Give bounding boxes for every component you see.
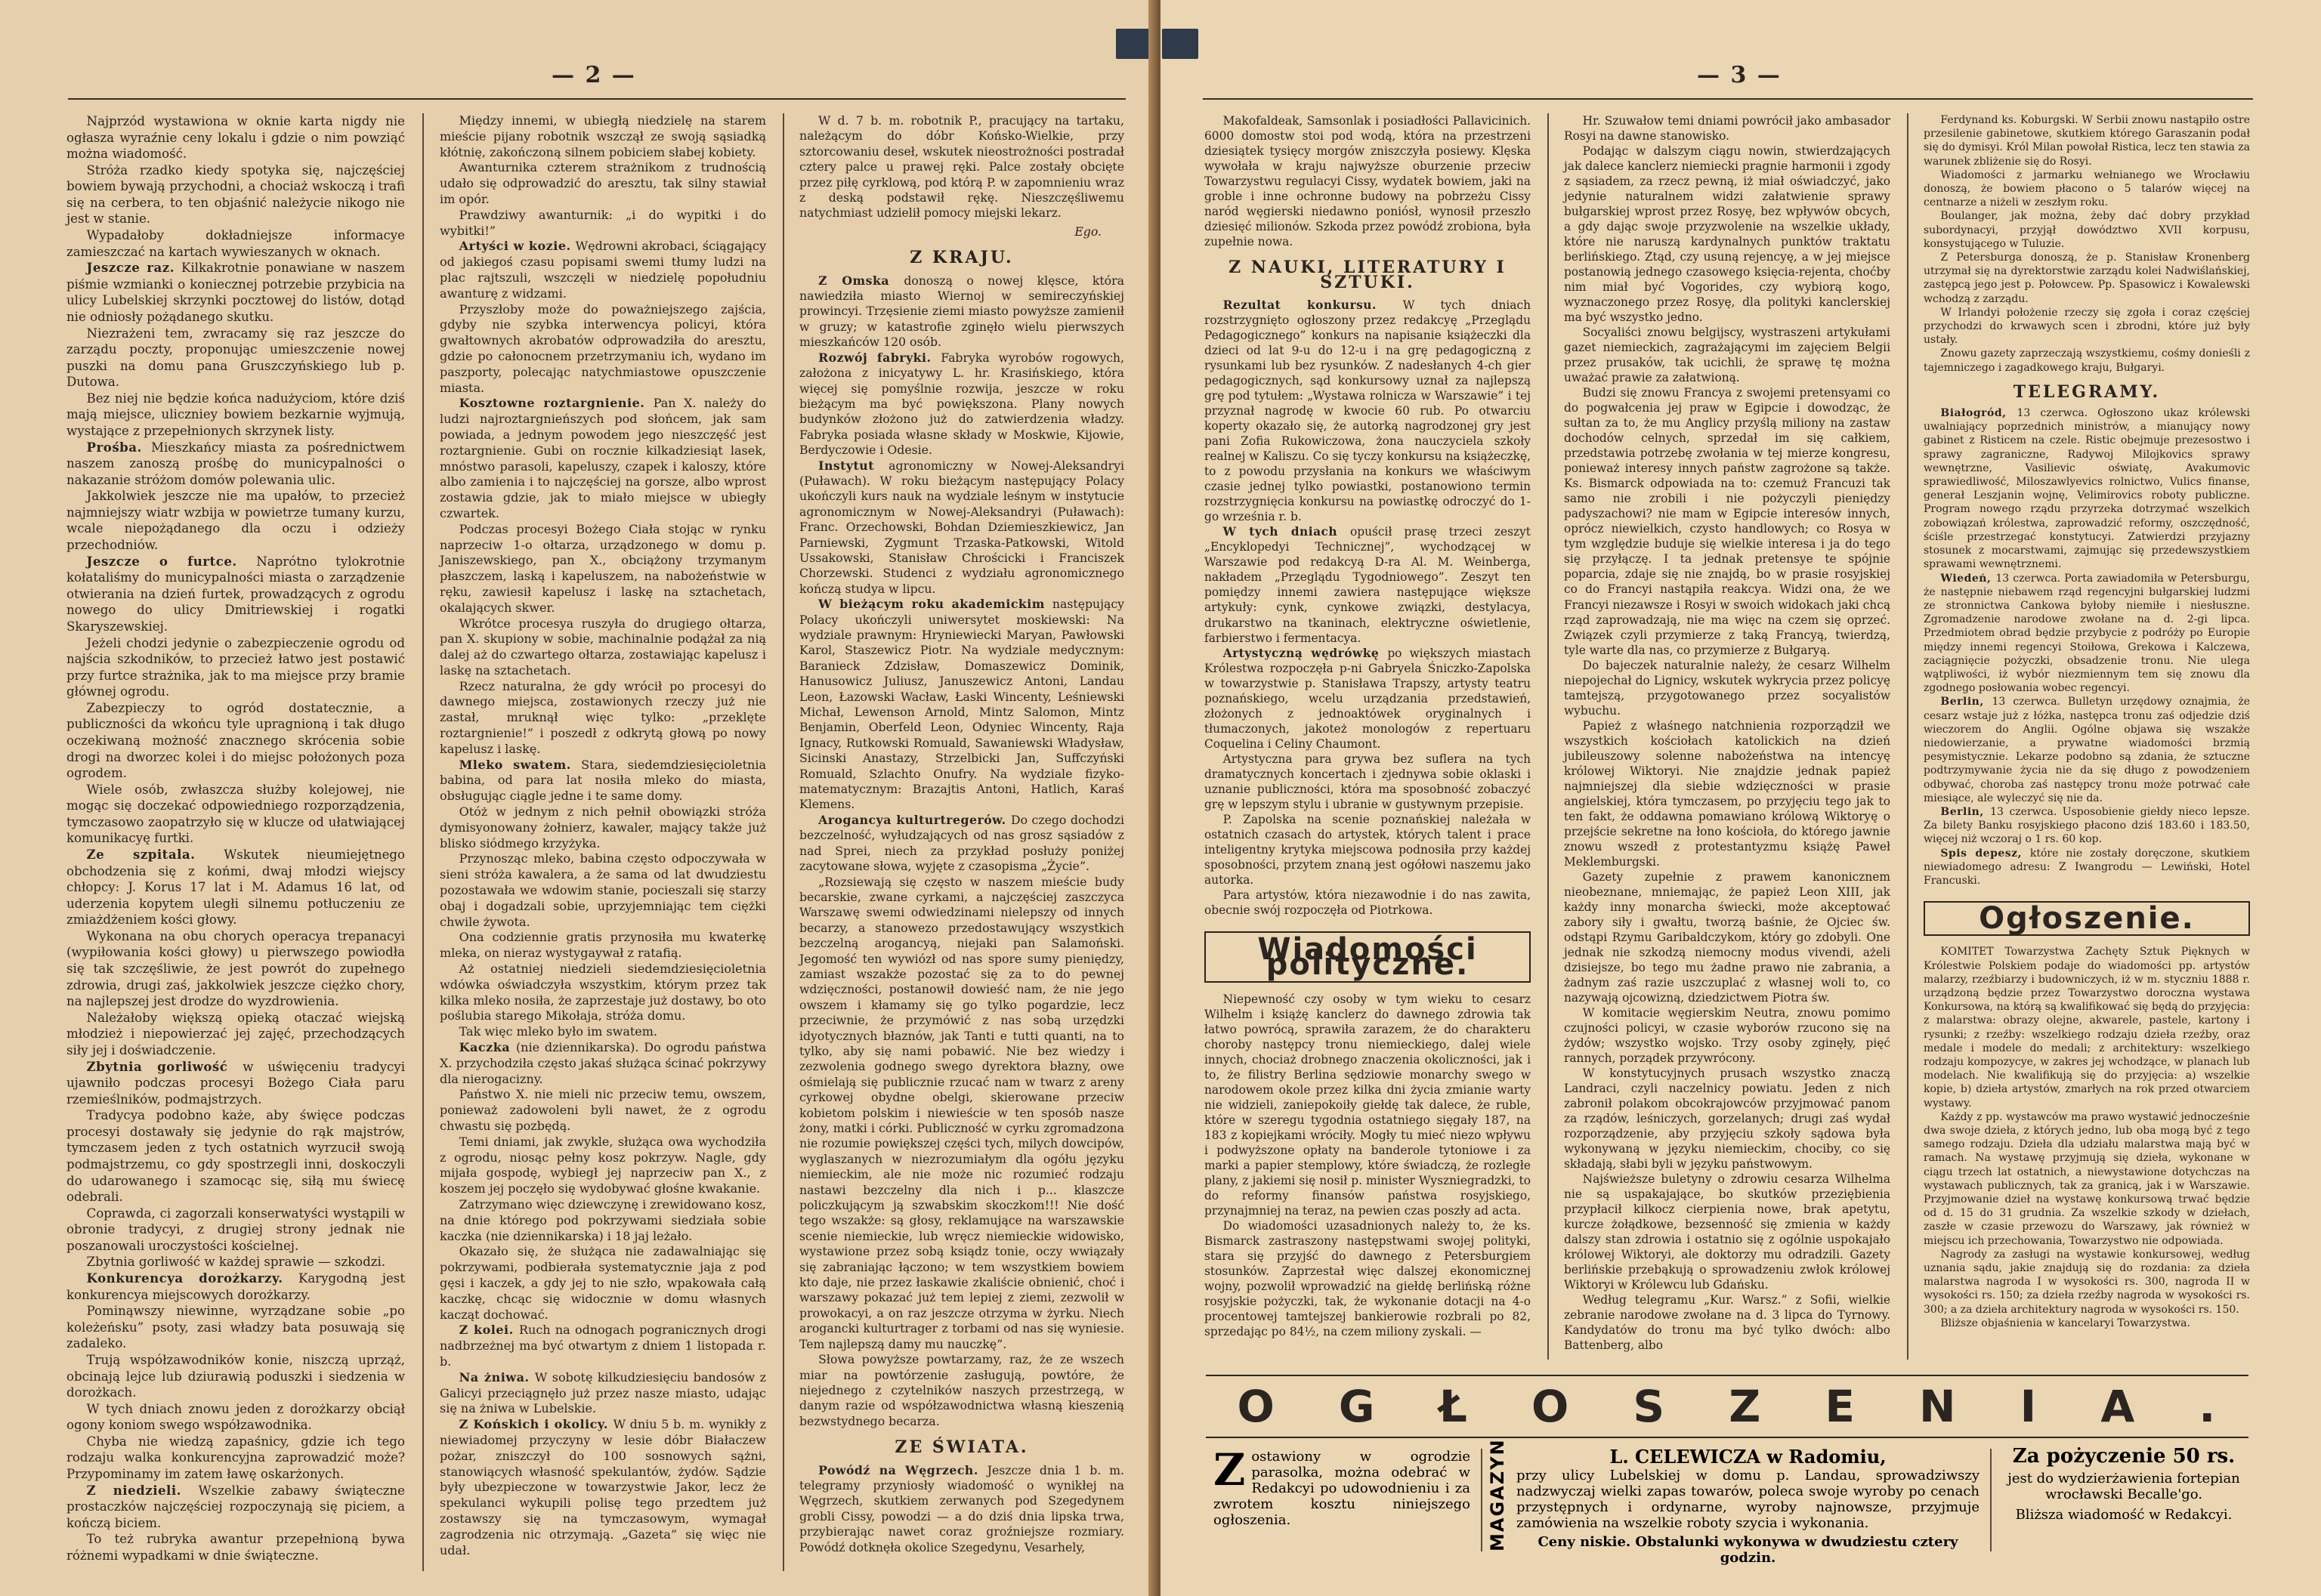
paragraph-lead: Powódź na Węgrzech.: [818, 1462, 987, 1477]
paragraph: [66, 1107, 405, 1205]
page-3: [1160, 0, 2321, 1596]
paragraph-text: w uświęceniu tradycyi ujawniło podczas procesyi Bożego Ciała paru rzemieślników, podmajstrzych.: [66, 1059, 406, 1107]
paragraph: [1204, 888, 1531, 918]
paragraph: [799, 1463, 1124, 1555]
paragraph-text: Awanturnika czterem strażnikom z trudnością udało się odprowadzić do aresztu, tak silny stawiał im opór.: [440, 160, 766, 206]
paragraph: [440, 160, 766, 207]
paragraph: [66, 391, 405, 440]
paragraph-text: Hr. Szuwałow temi dniami powrócił jako ambasador Rosyi na dawne stanowisko.: [1564, 114, 1890, 144]
paragraph: [66, 847, 405, 928]
banner-letter: .: [2199, 1381, 2217, 1432]
paragraph: [66, 113, 405, 162]
banner-letter: I: [2020, 1381, 2038, 1432]
paragraph: [440, 1024, 766, 1040]
paragraph: [66, 1254, 405, 1270]
paragraph: [66, 227, 405, 260]
paragraph-text: Rzecz naturalna, że gdy wrócił po procesyi do dawnego miejsca, zostawionych rzeczy już nie zastał, mruknął więc tylko: „przeklęte roztargnienie!” i poszedł z odkrytą głową po nowy kapelusz i laskę.: [440, 678, 766, 756]
paragraph-text: Karygodną jest konkurencya miejscowych dorożkarzy.: [66, 1271, 405, 1302]
paragraph-text: po większych miastach Królestwa rozpoczęła p-ni Gabryela Śniczko-Zapolska w towarzystwie p. Stanisława Trapszy, artysty teatru poznańskiego, wcelu urządzania przedstawień, złożonych z jednoaktówek oryginalnych i tłumaczonych, jakoteż monologów z repertuaru Coquelina i Celiny Chaumont.: [1204, 646, 1531, 751]
paragraph-text: Para artystów, która niezawodnie i do nas zawita, obecnie swój rozpoczęła od Piotrkowa.: [1204, 888, 1531, 917]
paragraph-text: To też rubryka awantur przepełnioną bywa różnemi wypadkami w dnie świąteczne.: [66, 1532, 405, 1563]
paragraph-lead: Z Omska: [818, 273, 904, 288]
column-left-3: [799, 113, 1124, 1555]
paragraph-lead: Z Końskich i okolicy.: [459, 1417, 613, 1432]
paragraph-lead: Instytut: [818, 458, 889, 473]
paragraph: [440, 851, 766, 930]
paragraph-text: Z Petersburga donoszą, że p. Stanisław Kronenberg utrzymał się na dyrektorstwie zarządu kolei Nadwiślańskiej, zastępcą jego jest p. Połowcew. Pp. Spasowicz i Kowalewski wchodzą z zarządu.: [1924, 252, 2250, 305]
paragraph-text: Pominąwszy niewinne, wyrządzane sobie „po koleżeńsku” psoty, zasi władzy bata posuwają się zadaleko.: [66, 1304, 405, 1351]
paragraph: [1564, 718, 1890, 869]
paragraph-text: Fabryka wyrobów rogowych, założona z inicyatywy L. hr. Krasińskiego, która więcej się pomyślnie rozwija, jeszcze w roku bieżącym ma być powiększona. Plany nowych budynków złożono już do zatwierdzenia władzy. Fabryka posiada własne składy w Moskwie, Kijowie, Berdyczowie i Odesie.: [799, 350, 1125, 458]
paragraph: [1204, 298, 1531, 524]
banner-letter: Z: [1729, 1381, 1763, 1432]
paragraph-text: W Irlandyi położenie rzeczy się zgoła i coraz częściej przychodzi do krwawych scen i zbrodni, które już były ustały.: [1924, 306, 2250, 347]
advertisements-banner: [1206, 1375, 2248, 1438]
paragraph-text: Zbytnia gorliwość w każdej sprawie — szkodzi.: [86, 1255, 386, 1270]
paragraph-lead: Ze szpitala.: [86, 847, 224, 863]
paragraph-text: Kilkakrotnie ponawiane w naszem piśmie wzmianki o koniecznej potrzebie przybicia na ulicy Lubelskiej skrzynki pocztowej do listów, dotąd nie odniosły pożądanego skutku.: [66, 261, 405, 324]
paragraph-text: Przyszłoby może do poważniejszego zajścia, gdyby nie szybka interwencya policyi, która gwałtownych akrobatów odprowadziła do aresztu, gdzie po całonocnem przetrzymaniu ich, wydano im paszporty, polecając natychmiastowe opuszczenie miasta.: [440, 301, 766, 395]
drop-cap: Z: [1213, 1444, 1246, 1496]
paragraph-lead: Na żniwa.: [459, 1369, 535, 1385]
paragraph: [440, 1087, 766, 1134]
paragraph-text: Każdy z pp. wystawców ma prawo wystawić jednocześnie dwa swoje dzieła, z których jedno, lub oba mogą być z tego samego rodzaju. Dzieła dla udziału malarstwa mają być w ramach. Na wystawę przyjmują się dzieła, wykonane w ciągu trzech lat ostatnich, a niewystawione dotychczas na wystawach publicznych, tak za granicą, jak i w Warszawie. Przyjmowanie dzieł na wystawę konkursową trwać będzie od d. 15 do 31 grudnia. Za wszelkie szkody w dziełach, zaszłe w czasie przewozu do Warszawy, jak również w miejscu ich przechowania, Towarzystwo nie odpowiada.: [1924, 1110, 2250, 1247]
ad-magazyn-tail: Ceny niskie. Obstalunki wykonywa w dwudziestu cztery godzin.: [1538, 1534, 1958, 1566]
header-rule: [68, 98, 1126, 100]
paragraph: [66, 1205, 405, 1255]
paragraph: [1924, 805, 2250, 847]
paragraph-text: Zabezpieczy to ogród dostatecznie, a publiczności da wkońcu tyle upragnioną i tak długo oczekiwaną możność znacznego skrócenia sobie drogi na dworzec kolei i do miejsc położonych poza ogrodem.: [66, 700, 405, 781]
paragraph: [440, 1040, 766, 1087]
paragraph: [1564, 144, 1890, 325]
paragraph: [66, 440, 405, 489]
paragraph: [1204, 524, 1531, 645]
paragraph-text: Jakkolwiek jeszcze nie ma upałów, to przecież najmniejszy wiatr wzbija w powietrze tumany kurzu, wcale niepożądanego dla oczu i odzieży przechodniów.: [66, 489, 405, 553]
banner-letter: E: [1825, 1381, 1856, 1432]
ad-umbrella-text: ostawiony w ogrodzie parasolka, można odebrać w Redakcyi po udowodnieniu i za zwrotem kosztu niniejszego ogłoszenia.: [1213, 1449, 1470, 1528]
paragraph-text: Wiele osób, zwłaszcza służby kolejowej, nie mogąc się doczekać odpowiedniego rozporządzenia, tymczasowo zaopatrzyło się w klucze od ułatwiającej komunikacyę furtki.: [66, 782, 405, 846]
paragraph: [440, 962, 766, 1024]
paragraph-text: Ruch na odnogach pogranicznych drogi nadbrzeżnej ma być otwartym z dniem 1 listopada r. b.: [440, 1323, 767, 1369]
paragraph-text: Tak więc mleko było im swatem.: [459, 1024, 658, 1039]
paragraph: [66, 782, 405, 847]
paragraph-lead: Spis depesz,: [1940, 847, 2030, 860]
banner-letter: S: [1633, 1381, 1667, 1432]
paragraph-text: Według telegramu „Kur. Warsz.” z Sofii, wielkie zebranie narodowe zwołane na d. 3 lipca do Tyrnowy. Kandydatów do tronu ma być tylko dwóch: albo Battenberg, albo: [1564, 1293, 1890, 1353]
banner-letter: G: [1338, 1381, 1377, 1432]
paragraph-text: agronomiczny w Nowej-Aleksandryi (Puławach). W roku bieżącym następujący Polacy ukończyli kurs nauk na wydziale leśnym w instytucie agronomicznym w Nowej-Aleksandryi (Puławach): Franc. Orzechowski, Bohdan Dziemieszkiewicz, Jan Parniewski, Zygmunt Trzaska-Patkowski, Witold Ussakowski, Stanisław Chrościcki i Franciszek Chorzewski. Studenci z wydziału agronomicznego kończą studya w lipcu.: [799, 458, 1124, 596]
paragraph-lead: Białogród,: [1940, 407, 2017, 420]
paragraph-lead: Prośba.: [86, 439, 151, 455]
paragraph-text: Budzi się znowu Francya z swojemi pretensyami co do pogwałcenia jej praw w Egipcie i dowodząc, że sułtan za to, że mu Anglicy przyślą miliony na zastaw dochodów celnych, sprzedał im się całkiem, przedstawia potrzebę zwołania w tej mierze kongresu, ponieważ interesy innych państw zagrożone są także. Ks. Bismarck odpowiada na to: czemuż Francuzi tak samo nie zrobili i nie pożyczyli pieniędzy padyszachowi? nie mam w Egipcie interesów innych, oprócz niewielkich, czysto handlowych; co Rosya w tym względzie buduje się wielkie interesa i ja do tego się przyłączę. I ta jednak pretensye te spójnie poparcia, zdaje się nie znajdą, bo w prasie rosyjskiej co do Francyi nastąpiła reakcya. Widzi ona, że we Francyi niezawsze i Rosyi w swoich widokach jaki chcą rząd zaprowadzają, nie ma więc na czem się oprzeć. Związek czyli przymierze z taką Francyą, twierdzą, tyle warte dla nas, co przymierze z Bułgaryą.: [1564, 386, 1890, 657]
paragraph-lead: Z kolei.: [459, 1323, 519, 1338]
ad-magazyn: [1487, 1438, 1979, 1566]
paragraph-text: 13 czerwca. Porta zawiadomiła w Petersburgu, że następnie niebawem rząd regencyjni bułgarskiej ludzmi ze stronnictwa Cankowa byłoby niemiłe i niesłuszne. Zgromadzenie narodowe zwołane na d. 2-gi lipca. Przedmiotem obrad będzie przybycie z podróży po Europie między innemi regencyi Stoiłowa, Grekowa i Kalczewa, zaciągnięcie pożyczki, obsadzenie tronu. Nie ulega wątpliwości, iż wybór niezmiennym tem się znowu dla zgodnego posłowania wobec regencyi.: [1924, 572, 2250, 695]
boxed-section-title: [1924, 901, 2250, 936]
paragraph-text: Bliższe objaśnienia w kancelaryi Towarzystwa.: [1940, 1317, 2190, 1329]
paragraph-text: P. Zapolska na scenie poznańskiej należała w ostatnich czasach do artystek, których talent i prace inteligentny krytyka miejscowa podnosiła przy każdej sposobności, przytem znaną jest ogółowi naszemu jako autorka.: [1204, 812, 1531, 887]
paragraph-text: 13 czerwca. Usposobienie giełdy nieco lepsze. Za bilety Banku rosyjskiego płacono dziś 183.60 i 183.50, więcej niż wczoraj o 1 rs. 60 kop.: [1924, 805, 2251, 846]
paragraph-lead: Arogancya kulturtregerów.: [818, 812, 1012, 827]
paragraph-lead: Artystyczną wędrówkę: [1222, 646, 1388, 660]
column-left-1: [66, 113, 405, 1564]
column-right-3: [1924, 113, 2250, 1330]
box-title-text: Wiadomości polityczne.: [1257, 931, 1478, 982]
paragraph: [440, 302, 766, 397]
paragraph-text: Chyba nie wiedzą zapaśnicy, gdzie ich tego rodzaju walka konkurencyjna zaprowadzić może? Przypominamy im zatem ławę oskarżonych.: [66, 1434, 405, 1481]
paragraph-text: Między innemi, w ubiegłą niedzielę na starem mieście pijany robotnik wszczął ze swoją sąsiadką kłótnię, zakończoną silnem pobiciem słabej kobiety.: [440, 113, 766, 159]
ad-divider: [1990, 1449, 1992, 1551]
paragraph-text: Naprótno tylokrotnie kołataliśmy do municypalności miasta o zarządzenie otwierania na dzień furtek, prowadzących z ogrodu nowego do ulicy Dmitriewskiej i rogatki Skaryszewskiej.: [66, 554, 405, 634]
paragraph: [440, 1323, 766, 1369]
paragraph: [66, 635, 405, 700]
paragraph: [1564, 1005, 1890, 1066]
paragraph: [1564, 1172, 1890, 1292]
paragraph: [1924, 168, 2250, 210]
banner-letter: O: [1531, 1381, 1571, 1432]
paragraph: [66, 1483, 405, 1532]
paragraph: [1924, 251, 2250, 306]
column-left-2: [440, 113, 766, 1558]
paragraph: [440, 679, 766, 758]
paragraph-text: KOMITET Towarzystwa Zachęty Sztuk Pięknych w Królestwie Polskiem podaje do wiadomości pp. artystów malarzy, rzeźbiarzy i budowniczych, iż w m. styczniu 1888 r. urządzoną będzie przez Towarzystwo doroczna wystawa Konkursowa, na którą są kwalifikować się będą do przyjęcia: z malarstwa: obrazy olejne, akwarele, pastele, kartony i rysunki; z rzeźby: wszelkiego rodzaju dzieła rzeźby, oraz medale i modele do medali; z architektury: wszelkiego rodzaju kompozycye, w zakres jej wchodzące, w planach lub modelach. Nie kwalifikują się do przyjęcia: a) wszelkie kopie, b) dzieła artystów, zmarłych na rok przed otwarciem wystawy.: [1924, 946, 2250, 1110]
paragraph-lead: Artyści w kozie.: [459, 239, 576, 254]
paragraph-text: W konstytucyjnych prusach wszystko znaczą Landraci, czyli naczelnicy powiatu. Jeden z nich zabronił polakom obcokrajowców przyjmować panom za rządów, leśniczych, gorzelanych; drugi zaś wydał rozporządzenie, aby przyjęciu szkoły sądowa była wykonywaną w języku niemieckim, chociby, co się składają, słabi byli w języku państwowym.: [1564, 1066, 1890, 1172]
paragraph: [1564, 1066, 1890, 1172]
paragraph-lead: W tych dniach: [1222, 525, 1350, 539]
paragraph-text: Słowa powyższe powtarzamy, raz, że ze wszech miar na powtórzenie zasługują, powtóre, że niejednego z czytelników naszych przestrzegą, w danym razie od współzawodnictwa własną kieszenią bezwstydnego becarza.: [799, 1352, 1124, 1428]
ad-piano-head: Za pożyczenie 50 rs.: [2012, 1445, 2236, 1468]
paragraph-text: Wszelkie zabawy świąteczne prostaczków najczęściej rozpoczynają się piciem, a kończą biciem.: [66, 1483, 405, 1530]
paragraph-text: Najświeższe buletyny o zdrowiu cesarza Wilhelma nie są uspakajające, bo skutków przeziębienia przypłacił kilkocz cierpienia nowe, brak apetytu, kurcze żołądkowe, bezsenność się zmienia w każdy dalszy stan zdrowia i ostatnio się z ogólnie uspokajało królowej Wiktoryi, ale doktorzy mu odradzili. Gazety berlińskie przebąkują o sprowadzeniu zwłok królowej Wiktoryi w Królewcu lub Gdańsku.: [1564, 1172, 1890, 1292]
paragraph: [1204, 1218, 1531, 1339]
ad-piano-tail: Bliższa wiadomość w Redakcyi.: [2015, 1507, 2233, 1523]
column-right-2: [1564, 113, 1890, 1353]
paragraph: [1924, 847, 2250, 888]
paragraph: [66, 928, 405, 1010]
author-signature: Ego.: [1074, 224, 1102, 239]
paragraph-text: „Rozsiewają się często w naszem mieście budy becarskie, zwane cyrkami, a najczęściej zaszczyca Warszawę swemi odwiedzinami nielepszy od innych becarzy, a stanowezo przedostawujący wszystkich bezczelną arogancyą, niejaki pan Salamoński. Jegomość ten wywiózł od nas spore sumy pieniędzy, zamiast wszakże pozostać się za to do pewnej wdzięczności, postanowił dowieść nam, że nie jego owszem i kłamamy się go tylko pogardzie, lecz przeciwnie, że przymówić z nas sobą urzędzki idyotycznych błaznów, jak Tanti e tutti quanti, na to tylko, aby się nami pobawić. Nie bez wiedzy i zezwolenia godnego swego dyrektora błazny, owe ośmielają się publicznie rzucać nam w twarz z areny cyrkowej obydne obelgi, skierowane przeciw kobietom polskim i niewieście w ten sposób nasze żony, matki i córki. Publiczność w cyrku zgromadzona nie rozumie powiększej części tych, milych dowcipów, wyglaszanych w niezrozumiałym dla ogółu języku niemieckim, ale nie może nic rozumieć rodzaju nastawi bezczelny dla nich i p... klaszcze policzkującym ją szwabskim skoczkom!!! Nie dość tego wszakże: są głosy, reklamujące na warszawskie scenie niemieckie, lub wręcz niemieckie widowisko, wystawione przez sobą ksiądz tonie, oczy wwiązały się zabraniając łączono; w tem wszystkiem bowiem kto daje, nie przez łaskawie zkaliście obnienić, choć i warszawy pokazać już tem lepiej z ziemi, zezwolił w prowokacyi, a on raz jeszcze otrzyma w żyrku. Niech arogancki kulturtrager z torbami od nas się wyniesie. Tem najlepszą damy mu nauczkę”.: [799, 874, 1124, 1351]
section-heading: Z NAUKI, LITERATURY I SZTUKI.: [1228, 258, 1507, 293]
paragraph: [1924, 347, 2250, 374]
paragraph: [440, 1244, 766, 1323]
paragraph-lead: Berlin,: [1940, 696, 1992, 708]
paragraph: [799, 350, 1124, 458]
boxed-section-title: [1204, 931, 1531, 983]
paragraph-text: Nagrody za zasługi na wystawie konkursowej, według uznania sądu, jakie znajdują się do rozdania: za dzieła malarstwa nagroda I w wysokości rs. 300, nagroda II w wysokości rs. 150; za dzieła rzeźby nagroda w wysokości rs. 300; a za dzieła architektury nagroda w wysokości rs. 150.: [1924, 1248, 2250, 1316]
paragraph-text: Wskutek nieumiejętnego obchodzenia się z końmi, dwaj młodzi wiejscy chłopcy: J. Korus 17 lat i M. Adamus 16 lat, od uderzenia kopytem uległi silnemu potłuczeniu ze zmiażdżeniem kości głowy.: [66, 847, 405, 928]
paragraph-text: Artystyczna para grywa bez suflera na tych dramatycznych koncertach i zjednywa sobie oklaski i uznanie publiczności, która ma sposobność zobaczyć grę w lepszym stylu i ubranie w gustywnym przepisie.: [1204, 752, 1531, 811]
paragraph-text: Wkrótce procesya ruszyła do drugiego ołtarza, pan X. skupiony w sobie, machinalnie podążał za nią dalej aż do czwartego ołtarza, zostawiając kapelusz i laskę na sztachetach.: [440, 616, 766, 678]
paragraph-text: W komitacie węgierskim Neutra, znowu pomimo czujności policyi, w czasie wyborów rzucono się na żydów; wszystko wojsko. Trzy osoby zginęły, pięć rannych, porządek przywrócony.: [1564, 1005, 1890, 1065]
paragraph: [1564, 113, 1890, 144]
paragraph-text: Najprzód wystawiona w oknie karta nigdy nie ogłasza wyraźnie ceny lokalu i gdzie o nim powziąć można wiadomość.: [66, 114, 405, 162]
page-number-2: — 2 —: [552, 62, 636, 88]
paragraph: [799, 1352, 1124, 1429]
paragraph-text: następujący Polacy ukończyli uniwersytet moskiewski: Na wydziale prawnym: Hryniewiecki Maryan, Pawłowski Karol, Staszewicz Piotr. Na wydziale medycznym: Baranieck Zdzisław, Domaszewicz Dominik, Hanusowicz Juliusz, Januszewicz Antoni, Landau Leon, Łazowski Wacław, Łaski Wincenty, Leśniewski Michał, Lewenson Arnold, Mintz Salomon, Mintz Benjamin, Oberfeld Leon, Odyniec Wincenty, Raja Ignacy, Rutkowski Romuald, Sawaniewski Władysław, Sicinski Anastazy, Strzelbicki Jan, Suffczyński Romuald, Szlachto Onufry. Na wydziale fizyko-matematycznym: Brazajtis Antoni, Hatlich, Karaś Klemens.: [799, 597, 1124, 812]
paragraph: [1924, 1110, 2250, 1248]
paragraph-text: Prawdziwy awanturnik: „i do wypitki i do wybitki!”: [440, 207, 766, 238]
paragraph: [1924, 572, 2250, 696]
column-divider: [783, 113, 784, 1571]
paragraph-text: W tych dniach znowu jeden z dorożkarzy obciął ogony koniom swego współzawodnika.: [66, 1401, 405, 1433]
paragraph-lead: Kosztowne roztargnienie.: [459, 396, 654, 411]
paragraph-text: Okazało się, że służąca nie zadawalniając się pokrzywami, podbierała systematycznie jaja z pod gęsi i kaczek, a gdy jej to nie szło, wpakowała całą kaczkę, chcąc się widocznie w domu własnych kacząt dochować.: [440, 1244, 766, 1322]
paragraph: [440, 930, 766, 962]
paragraph-text: Wędrowni akrobaci, ściągający od jakiegoś czasu popisami swemi tłumy ludzi na plac rajtszuli, wszczęli w niedzielę popołudniu awanturę z widzami.: [440, 239, 767, 301]
banner-letter: N: [1919, 1381, 1958, 1432]
paragraph: [1924, 1317, 2250, 1330]
paragraph-text: Tradycya podobno każe, aby święce podczas procesyi dostawały się jedynie do rąk majstrów, tymczasem jeden z tych ostatnich wyrzucił swoją podmajstrzemu, co gdy spostrzegli inni, doskoczyli do udarowanego i szamocąc się, siłą mu świecę odebrali.: [66, 1108, 405, 1205]
paragraph: [440, 1370, 766, 1417]
paragraph: [66, 1531, 405, 1564]
paragraph: [440, 522, 766, 616]
paragraph-lead: Zbytnia gorliwość: [86, 1058, 243, 1074]
paragraph: [440, 804, 766, 851]
box-title-text: Ogłoszenie.: [1979, 901, 2195, 937]
paragraph-text: Otóż w jednym z nich pełnił obowiązki stróża dymisyonowany żołnierz, kawaler, mający także już blisko siódmego krzyżyka.: [440, 804, 766, 850]
paragraph-text: Jeżeli chodzi jedynie o zabezpieczenie ogrodu od najścia szkodników, to przecież łatwo jest postawić przy furtce strażnika, jak to ma miejsce przy bramie głównej ogrodu.: [66, 635, 405, 699]
paragraph-lead: Rezultat konkursu.: [1222, 298, 1403, 313]
paragraph-text: Pan X. należy do ludzi najroztargnieńszych pod słońcem, jak sam powiada, a jednym powodem jego nieszczęść jest roztargnienie. Gubi on rocznie kilkadziesiąt lasek, mnóstwo parasoli, kapeluszy, czapek i kaloszy, które albo zamienia i to najczęściej na gorsze, albo wprost zostawia gdzie, jak to miało miejsce w ubiegły czwartek.: [440, 396, 766, 520]
paragraph: [440, 396, 766, 521]
paragraph: [440, 758, 766, 804]
paragraph: [66, 1401, 405, 1434]
clip-mark: [1116, 29, 1152, 59]
banner-letter: Ł: [1439, 1381, 1469, 1432]
paragraph-text: Do bajeczek naturalnie należy, że cesarz Wilhelm niepojechał do Lignicy, wskutek wykrycia przez policyę tamtejszą, przygotowanego przez socyalistów wybuchu.: [1564, 658, 1890, 718]
paragraph-text: które nie zostały doręczone, skutkiem niewiadomego adresu: Z Iwangrodu — Lewiński, Hotel Francuski.: [1924, 847, 2250, 887]
paragraph-text: Przynosząc mleko, babina często odpoczywała w sieni stróża kawalera, a że sama od lat dwudziestu pozostawała we wdowim stanie, pocieszali się starzy obaj i dogadzali sobie, uprzyjemniając tem ciężki chwile żywota.: [440, 851, 766, 929]
paragraph: [440, 1417, 766, 1558]
paragraph-lead: Rozwój fabryki.: [818, 350, 941, 365]
paragraph-text: Jeszcze dnia 1 b. m. telegramy przyniosły wiadomość o wynikłej na Węgrzech, skutkiem zerwanych pod Szegedynem grobli Cissy, powodzi — a do dziś dnia lipska trwa, przybierając nawet coraz groźniejsze rozmiary. Powódź dotknęła okolice Szegedynu, Vesarhely,: [799, 1462, 1125, 1554]
paragraph: [1924, 209, 2250, 251]
column-divider: [422, 113, 424, 1571]
paragraph-text: Znowu gazety zaprzeczają wszystkiemu, cośmy donieśli z tajemniczego i zagadkowego kraju, Bułgaryi.: [1924, 347, 2250, 374]
paragraph: [1204, 646, 1531, 752]
paragraph: [1924, 306, 2250, 347]
paragraph: [1924, 1248, 2250, 1317]
section-heading: Z KRAJU.: [910, 248, 1014, 268]
paragraph-lead: Konkurencya dorożkarzy.: [86, 1270, 298, 1286]
paragraph: [1564, 385, 1890, 657]
header-rule: [1203, 98, 2253, 100]
paragraph: [1204, 812, 1531, 888]
paragraph-text: Stróża rzadko kiedy spotyka się, najczęściej bowiem bywają przychodni, a chociaż wskoczą i trafi się na cerbera, to ten objaśnić należycie nikogo nie jest w stanie.: [66, 162, 405, 227]
paragraph: [799, 113, 1124, 221]
paragraph-lead: Jeszcze o furtce.: [86, 553, 257, 569]
paragraph-text: W d. 7 b. m. robotnik P., pracujący na tartaku, należącym do dóbr Końsko-Wielkie, przy sztorcowaniu deseł, wskutek nieostrożności postradał cztery palce u prawej ręki. Palce zostały obcięte przez piłę cyrklową, pod którą P. w zapomnieniu wraz z deską podstawił rękę. Nieszczęśliwemu natychmiast udzielił pomocy miejski lekarz.: [799, 113, 1124, 221]
paragraph-text: Podczas procesyi Bożego Ciała stojąc w rynku naprzeciw 1-o ołtarza, urządzonego w domu p. Janiszewskiego, pan X., obciążony trzymanym płaszczem, laską i kapeluszem, na nabożeństwie w ręku, zawiesił kapelusz i laskę na sztachetach, okalających skwer.: [440, 521, 766, 615]
paragraph: [66, 1270, 405, 1303]
banner-letter: O: [1237, 1381, 1276, 1432]
paragraph-lead: Mleko swatem.: [459, 757, 582, 772]
paragraph-text: Makofaldeak, Samsonlak i posiadłości Pallavicinich. 6000 domostw stoi pod wodą, która na przestrzeni dziesiątek tysięcy morgów zniszczyła posiewy. Klęska wywołała w kraju najwyższe oburzenie przeciw Towarzystwu regulacyi Cissy, wydatek bowiem, jaki na groble i inne ochronne budowy na pobrzeżu Cissy naród węgierski niedawno poniósł, wynosił przeszło dziesięć milionów. Szkoda przez powódź zrobiona, była zupełnie nowa.: [1204, 114, 1531, 249]
paragraph: [1204, 992, 1531, 1218]
paragraph: [799, 813, 1124, 875]
paragraph: [1924, 113, 2250, 168]
paragraph: [1204, 113, 1531, 249]
paragraph-text: Temi dniami, jak zwykle, służąca owa wychodziła z ogrodu, niosąc pełny kosz pokrzyw. Nagle, gdy mijała gospodę, wybiegł jej naprzeciw pan X., z koszem jej poczęło się wydobywać głośne kwakanie.: [440, 1134, 766, 1196]
paragraph-text: Niezrażeni tem, zwracamy się raz jeszcze do zarządu poczty, proponując umieszczenie nowej puszki na domu pana Gruszczyńskiego lub p. Dutowa.: [66, 326, 405, 390]
paragraph-text: Stara, siedemdziesięcioletnia babina, od para lat nosiła mleko do miasta, obsługując ciągle jedne i te same domy.: [440, 757, 766, 804]
paragraph: [440, 616, 766, 679]
paragraph: [799, 597, 1124, 813]
ad-magazyn-text: przy ulicy Lubelskiej w domu p. Landau, sprowadziwszy nadzwyczaj wielki zapas towarów, poleca swoje wyroby po cenach przystępnych i ordynarne, wyroby najnowsze, przyjmuje zamówienia na wszelkie roboty szycia i wykonania.: [1516, 1468, 1979, 1531]
paragraph: [1564, 1292, 1890, 1353]
banner-letter: A: [2100, 1381, 2137, 1432]
ad-magazyn-owner: L. CELEWICZA w Radomiu,: [1609, 1446, 1887, 1468]
column-divider: [1547, 113, 1549, 1360]
paragraph-text: 13 czerwca. Bulletyn urzędowy oznajmia, że cesarz wstaje już z łóżka, następca tronu zaś odjedzie dziś wieczorem do Anglii. Ogólne objawa się wszakże niedowierzanie, a prywatne wiadomości brzmią pesymistycznie. Lekarze podobno są zdania, że sztuczne podtrzymywanie życia nie da się długo z powodzeniem odbywać, choroba zaś następcy tronu może potrwać całe miesiące, ale wyleczyć się nie da.: [1924, 696, 2250, 804]
paragraph-text: Państwo X. nie mieli nic przeciw temu, owszem, ponieważ zadowoleni byli nawet, że z ogrodu chwastu się pozbędą.: [440, 1087, 766, 1133]
paragraph-text: Gazety zupełnie z prawem kanonicznem nieobeznane, mniemając, że papież Leon XIII, jak każdy inny monarcha świecki, może akceptować zabory siły i gwałtu, tworzą baśnie, że Ojciec św. odstąpi Rzymu Garibaldczykom, który go zdobyli. One jednak nie szkodzą niemocny modus vivendi, ażeli dzisiejsze, bo tego mu żadne prawo nie zabrania, a żadnym zaś razie uszczuplać z własnej woli to, co nazywają ojcowizną, dziedzictwem Piotra św.: [1564, 869, 1890, 1005]
paragraph: [440, 1197, 766, 1244]
paragraph-text: 13 czerwca. Ogłoszono ukaz królewski uwalniający poprzednich ministrów, a mianujący nowy gabinet z Risticem na czele. Ristic obejmuje prezesostwo i sprawy zagraniczne, Radywoj Milojkovics sprawy wewnętrzne, Vasilievic oświatę, Avakumovic sprawiedliwość, Miloszawlyevics rolnictwo, Vulics finanse, generał Leszjanin wojnę, Velimirovics roboty publiczne. Program nowego rządu przyrzeka dotrzymać wszelkich zobowiązań królestwa, zaprowadzić reformy, oszczędność, ściśle przestrzegać konstytucyi. Zatwierdzi przyjazny stosunek z mocarstwami, zajmując się przedewszystkiem sprawami wewnętrznemi.: [1924, 407, 2250, 571]
paragraph-text: opuścił prasę trzeci zeszyt „Encyklopedyi Technicznej”, wychodzącej w Warszawie pod redakcyą D-ra Al. M. Weinberga, nakładem „Przeglądu Tygodniowego”. Zeszyt ten pomiędzy innemi zawiera następujące większe artykuły: cynk, cynkowe związki, destylacya, drukarstwo na tkaninach, elektryczne oświetlenie, farbierstwo i fermentacya.: [1204, 525, 1531, 645]
paragraph: [1564, 325, 1890, 385]
magazyn-word: MAGAZYN: [1487, 1438, 1508, 1551]
section-heading: ZE ŚWIATA.: [895, 1437, 1029, 1458]
paragraph-text: Niepewność czy osoby w tym wieku to cesarz Wilhelm i książę kanclerz do dawnego zdrowia tak łatwo powrócą, sprawiła zarazem, że do charakteru choroby następcy tronu niemieckiego, dalej wiele innych, chociaż drobnego znaczenia okoliczności, jak i to, że filistry Berlina sędziowie monarchy swego w narodowem okole przez kilka dni życia zmianie warty nie widzieli, zaniepokoiły giełdę tak dalece, że ruble, które w szeregu tygodnia ostatniego sięgały 187, na 183 z kopiejkami wróciły. Mogły tu mieć niezo wpływu i podwyższone opłaty na banderole tytoniowe i za marki a papier stemplowy, które świadczą, że rozległe plany, z jakiemi się nosił p. minister Wyszniegradzki, to do reformy finansów państwa rosyjskiego, przynajmniej na teraz, na pewien czas poszły ad acta.: [1204, 992, 1531, 1218]
paragraph-text: Socyaliści znowu belgijscy, wystraszeni artykułami gazet niemieckich, zagrażającymi im zajęciem Belgii przez prusaków, tak ucichli, że sprawę tę można uważać prawie za załatwioną.: [1564, 326, 1890, 385]
paragraph-text: Do czego dochodzi bezczelność, wyłudzających od nas grosz sąsiadów z nad Sprei, niech za przykład posłuży poniżej zacytowane słowa, wyjęte z czasopisma „Życie”.: [799, 812, 1125, 874]
paragraph-lead: Berlin,: [1940, 805, 1991, 818]
paragraph-text: Należałoby większą opieką otaczać wiejską młodzież i niepowierzać jej zajęć, przechodzących siły jej i doświadczenie.: [66, 1010, 405, 1057]
paragraph: [66, 1059, 405, 1108]
paragraph-text: W dniu 5 b. m. wynikły z niewiadomej przyczyny w lesie dóbr Białaczew pożar, zniszczył do 100 sosnowych sążni, stanowiących własność spekulantów, żydów. Sądzie były ubezpieczone w towarzystwie Jakor, lecz że spekulanci wykupili polisę tego przedtem już zostawszy się na tymczasowym, wymagał zagrodzenia nic otrzymają. „Gazeta” się więc nie udał.: [440, 1417, 766, 1557]
paragraph-text: Wykonana na obu chorych operacya trepanacyi (wypiłowania kości głowy) u pierwszego powiodła się tak szczęśliwie, że jest powrót do zupełnego zdrowia, drugi zaś, jakkolwiek jeszcze ciężko chory, na najlepszej jest drodze do wyzdrowienia.: [66, 928, 405, 1009]
paragraph-lead: Kaczka: [459, 1040, 516, 1055]
paragraph: [66, 1352, 405, 1401]
paragraph-text: Ona codziennie gratis przynosiła mu kwaterkę mleka, on nieraz wystygaywał z ratafią.: [440, 930, 766, 961]
paragraph: [799, 273, 1124, 350]
paragraph-lead: W bieżącym roku akademickim: [818, 597, 1052, 612]
paragraph-text: Wiadomości z jarmarku wełnianego we Wrocławiu donoszą, że bowiem płacono o 5 talarów więcej na centnarze a niżeli w zeszłym roku.: [1924, 168, 2250, 209]
paragraph: [799, 875, 1124, 1353]
paragraph-text: Wypadałoby dokładniejsze informacye zamieszczać na kartach wywieszanych w oknach.: [66, 228, 405, 259]
paragraph-lead: Z niedzieli.: [86, 1482, 199, 1498]
paragraph: [1924, 945, 2250, 1110]
section-heading: TELEGRAMY.: [2013, 381, 2161, 402]
paragraph: [66, 488, 405, 553]
paragraph: [66, 1434, 405, 1483]
paragraph-text: donoszą o nowej klęsce, która nawiedziła miasto Wiernoj w semireczyńskiej prowincyi. Trzęsienie ziemi miasto powyższe zamienił w gruzy; w katastrofie zginęło wielu pierwszych mieszkańców 120 osób.: [799, 273, 1124, 350]
paragraph: [66, 554, 405, 635]
paragraph-text: Ferdynand ks. Koburgski. W Serbii znowu nastąpiło ostre przesilenie gabinetowe, skutkiem którego Garaszanin podał się do dymisyi. Król Milan powołał Ristica, lecz ten stawia za warunek zbliżenie się do Rosyi.: [1924, 114, 2250, 168]
paragraph: [66, 700, 405, 782]
paragraph: [66, 326, 405, 391]
paragraph: [1564, 869, 1890, 1005]
paragraph: [66, 162, 405, 227]
clip-mark: [1162, 29, 1198, 59]
paragraph: [1924, 406, 2250, 571]
paragraph: [1924, 695, 2250, 805]
paragraph-text: Mieszkańcy miasta za pośrednictwem naszem zanoszą prośbę do municypalności o nakazanie stróżom domów polewania ulic.: [66, 440, 405, 487]
paragraph-text: Papież z właśnego natchnienia rozporządził we wszystkich kościołach katolickich na dzień jubileuszowy solenne nabożeństwa na intencyę królowej Wiktoryi. Nie znajdzie jednak papież najmniejszej dla siebie wdzięczności w prasie angielskiej, która tymczasem, po przyjęciu tego jak to ten fakt, że oddawna pomawiano królową Wiktoryę o przejście sekretne na łono kościoła, do którego jawnie znowu wszedł z protestantyzmu książę Paweł Meklemburgski.: [1564, 718, 1890, 869]
paragraph-text: Trują współzawodników konie, niszczą uprząż, obcinają lejce lub dziurawią poduszki i siedzenia w dorożkach.: [66, 1352, 405, 1400]
paragraph-text: Podając w dalszym ciągu nowin, stwierdzających jak dalece kanclerz niemiecki pragnie harmonii i zgody z sąsiadem, za rzecz pewną, iż miał oświadczyć, jako jedynie naturalnem widzi załatwienie sprawy bułgarskiej wprost przez Rosyę, bez wpływów obcych, a gdy dając swoje przyzwolenie na wszelkie układy, które nie naruszą kardynalnych punktów traktatu berlińskiego. Ztąd, czy usuną rejencyę, a w jej miejsce postanowią jednego czasowego księcia-rejenta, choćby nim miał być Vogorides, czy wybiorą kogo, wyznaczonego przez Rosyę, dla polityki kanclerskiej ma być wszystko jedno.: [1564, 144, 1890, 325]
paragraph-text: Do wiadomości uzasadnionych należy to, że ks. Bismarck zastraszony następstwami swojej polityki, stara się przyjść do dawnego z Petersburgiem stosunków. Zaprzestał więc dalszej ekonomicznej wojny, pozwolił wprowadzić na giełdę berlińską różne rosyjskie pożyczki, tak, że wykonanie dotacji na 4-o procentowej tamtejszej bankierowie rozbrali po 82, sprzedając po 84½, na czem miliony zyskali. —: [1204, 1219, 1531, 1339]
ad-piano-text: jest do wydzierżawienia fortepian wrocławski Becalle'go.: [2007, 1471, 2240, 1502]
paragraph: [440, 1134, 766, 1197]
ad-piano: [1999, 1445, 2248, 1551]
ad-umbrella: [1213, 1444, 1470, 1551]
paragraph-text: Coprawda, ci zagorzali konserwatyści wystąpili w obronie tradycyi, z drugiej strony jednak nie poszanowali uroczystości kościelnej.: [66, 1205, 405, 1253]
paragraph-text: W tych dniach rozstrzygnięto ogłoszony przez redakcyę „Przeglądu Pedagogicznego” konkurs na napisanie książeczki dla dzieci od lat 9-u do 12-u i na grę pedagogiczną z rysunkami lub bez rysunków. Z nadesłanych 4-ch gier pedagogicznych, sąd konkursowy uznał za najlepszą grę pod tytułem: „Wystawa rolnicza w Warszawie” i tej przyznał nagrodę w kwocie 60 rub. Po otwarciu koperty okazało się, że autorką nagrodzonej gry jest pani Zofia Rukowiczowa, żona nauczyciela szkoły realnej w Kaliszu. Co się tyczy konkursu na książeczkę, to z powodu przysłania na konkurs we właściwym czasie jednej tylko powiastki, postanowiono termin rozstrzygnięcia konkursu na powiastkę odroczyć do 1-go września r. b.: [1204, 298, 1531, 524]
paragraph: [440, 208, 766, 239]
paragraph-text: W sobotę kilkudziesięciu bandosów z Galicyi przeciągnęło już przez nasze miasto, udając się na żniwa w Lubelskie.: [440, 1369, 766, 1416]
page-number-3: — 3 —: [1697, 62, 1782, 88]
paragraph-lead: Jeszcze raz.: [86, 260, 181, 276]
paragraph: [440, 239, 766, 301]
paragraph: [1204, 752, 1531, 812]
paragraph-text: Bez niej nie będzie końca nadużyciom, które dziś mają miejsce, uliczniey bowiem bezkarnie wyjmują, wystające z przepełnionych skrzynek listy.: [66, 391, 405, 438]
paragraph-text: Aż ostatniej niedzieli siedemdziesięcioletnia wdówka oświadczyła wszystkim, którym przez tak kilka mleko nosiła, że zaprzestaje już dostawy, bo oto poślubia starego Mikołaja, stróża domu.: [440, 962, 766, 1023]
paragraph: [66, 1010, 405, 1059]
paragraph: [66, 260, 405, 325]
ad-divider: [1481, 1449, 1482, 1551]
paragraph-text: (nie dziennikarska). Do ogrodu państwa X. przychodziła często jakaś służąca ścinać pokrzywy dla nierogacizny.: [440, 1040, 767, 1086]
paragraph: [799, 458, 1124, 597]
paragraph: [66, 1303, 405, 1352]
column-divider: [1907, 113, 1908, 1360]
paragraph: [1564, 658, 1890, 718]
paragraph: [440, 113, 766, 160]
column-right-1: [1204, 113, 1531, 1339]
paragraph-text: Zatrzymano więc dziewczynę i zrewidowano kosz, na dnie którego pod pokrzywami siedziała sobie kaczka (nie dziennikarska) i 18 jaj leżało.: [440, 1196, 766, 1243]
page-2: [0, 0, 1160, 1596]
paragraph-lead: Wiedeń,: [1940, 572, 1996, 585]
paragraph-text: Boulanger, jak można, żeby dać dobry przykład subordynacyi, przyjął dowództwo XVII korpusu, konsystującego w Tuluzie.: [1924, 210, 2250, 250]
